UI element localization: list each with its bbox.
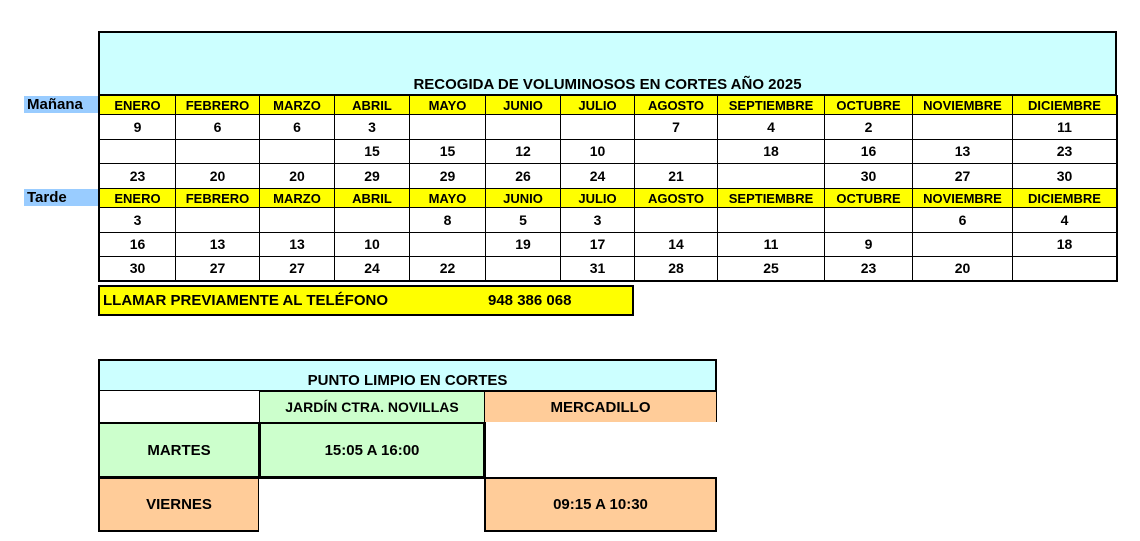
calendar-title: RECOGIDA DE VOLUMINOSOS EN CORTES AÑO 2025 bbox=[413, 76, 802, 93]
collection-day-cell: 23 bbox=[1012, 139, 1118, 165]
collection-day-cell: 18 bbox=[717, 139, 825, 165]
collection-day-cell bbox=[175, 207, 260, 233]
collection-day-cell bbox=[259, 139, 335, 165]
collection-day-cell: 13 bbox=[912, 139, 1013, 165]
collection-day-cell: 7 bbox=[634, 114, 718, 140]
collection-day-cell: 23 bbox=[824, 256, 913, 282]
collection-day-cell: 29 bbox=[334, 163, 410, 189]
collection-day-cell bbox=[259, 207, 335, 233]
collection-day-cell: 6 bbox=[175, 114, 260, 140]
collection-day-cell bbox=[634, 207, 718, 233]
location-header-jardin: JARDÍN CTRA. NOVILLAS bbox=[259, 391, 485, 423]
month-header: NOVIEMBRE bbox=[912, 188, 1013, 208]
collection-day-cell bbox=[409, 232, 486, 258]
collection-day-cell: 29 bbox=[409, 163, 486, 189]
collection-day-cell: 6 bbox=[259, 114, 335, 140]
month-header: ENERO bbox=[98, 188, 176, 208]
collection-day-cell: 24 bbox=[334, 256, 410, 282]
collection-day-cell: 20 bbox=[912, 256, 1013, 282]
collection-day-cell bbox=[485, 256, 561, 282]
collection-day-cell: 25 bbox=[717, 256, 825, 282]
collection-day-cell bbox=[560, 114, 635, 140]
collection-day-cell: 6 bbox=[912, 207, 1013, 233]
day-viernes: VIERNES bbox=[98, 477, 260, 532]
collection-day-cell: 30 bbox=[824, 163, 913, 189]
collection-day-cell: 10 bbox=[334, 232, 410, 258]
collection-day-cell: 3 bbox=[98, 207, 176, 233]
martes-jardin-hours: 15:05 A 16:00 bbox=[259, 422, 485, 478]
collection-day-cell: 26 bbox=[485, 163, 561, 189]
collection-day-cell: 17 bbox=[560, 232, 635, 258]
collection-day-cell: 18 bbox=[1012, 232, 1118, 258]
month-header: AGOSTO bbox=[634, 188, 718, 208]
month-header: MARZO bbox=[259, 95, 335, 115]
location-header-mercadillo: MERCADILLO bbox=[484, 391, 717, 423]
collection-day-cell bbox=[717, 163, 825, 189]
month-header: JULIO bbox=[560, 188, 635, 208]
month-header: SEPTIEMBRE bbox=[717, 188, 825, 208]
collection-day-cell bbox=[485, 114, 561, 140]
month-header: FEBRERO bbox=[175, 95, 260, 115]
collection-day-cell bbox=[717, 207, 825, 233]
collection-day-cell: 3 bbox=[560, 207, 635, 233]
collection-day-cell: 4 bbox=[717, 114, 825, 140]
calendar-title-box bbox=[98, 31, 1117, 95]
collection-day-cell: 27 bbox=[259, 256, 335, 282]
collection-day-cell: 3 bbox=[334, 114, 410, 140]
collection-day-cell: 9 bbox=[98, 114, 176, 140]
collection-day-cell: 19 bbox=[485, 232, 561, 258]
month-header: DICIEMBRE bbox=[1012, 188, 1118, 208]
collection-day-cell: 15 bbox=[334, 139, 410, 165]
punto-limpio-title: PUNTO LIMPIO EN CORTES bbox=[98, 359, 717, 392]
month-header: JULIO bbox=[560, 95, 635, 115]
collection-day-cell: 11 bbox=[717, 232, 825, 258]
collection-day-cell: 30 bbox=[98, 256, 176, 282]
collection-day-cell: 20 bbox=[259, 163, 335, 189]
collection-day-cell: 28 bbox=[634, 256, 718, 282]
month-header: ENERO bbox=[98, 95, 176, 115]
viernes-jardin-hours bbox=[259, 477, 485, 532]
collection-day-cell bbox=[634, 139, 718, 165]
collection-day-cell: 9 bbox=[824, 232, 913, 258]
collection-day-cell: 27 bbox=[175, 256, 260, 282]
month-header: ABRIL bbox=[334, 188, 410, 208]
month-header: DICIEMBRE bbox=[1012, 95, 1118, 115]
collection-day-cell: 30 bbox=[1012, 163, 1118, 189]
collection-day-cell: 10 bbox=[560, 139, 635, 165]
collection-day-cell bbox=[912, 114, 1013, 140]
collection-day-cell: 15 bbox=[409, 139, 486, 165]
collection-day-cell bbox=[175, 139, 260, 165]
viernes-mercadillo-hours: 09:15 A 10:30 bbox=[484, 477, 717, 532]
collection-day-cell: 20 bbox=[175, 163, 260, 189]
collection-day-cell: 8 bbox=[409, 207, 486, 233]
collection-day-cell: 2 bbox=[824, 114, 913, 140]
collection-day-cell: 24 bbox=[560, 163, 635, 189]
collection-day-cell bbox=[912, 232, 1013, 258]
collection-day-cell: 4 bbox=[1012, 207, 1118, 233]
month-header: AGOSTO bbox=[634, 95, 718, 115]
collection-day-cell: 12 bbox=[485, 139, 561, 165]
month-header: FEBRERO bbox=[175, 188, 260, 208]
collection-day-cell: 22 bbox=[409, 256, 486, 282]
collection-day-cell: 14 bbox=[634, 232, 718, 258]
month-header: OCTUBRE bbox=[824, 188, 913, 208]
collection-day-cell bbox=[409, 114, 486, 140]
section-label-tarde: Tarde bbox=[24, 189, 98, 206]
collection-day-cell: 13 bbox=[175, 232, 260, 258]
collection-day-cell: 23 bbox=[98, 163, 176, 189]
section-label-manana: Mañana bbox=[24, 96, 98, 113]
month-header: MARZO bbox=[259, 188, 335, 208]
collection-day-cell bbox=[1012, 256, 1118, 282]
collection-day-cell: 27 bbox=[912, 163, 1013, 189]
collection-day-cell bbox=[98, 139, 176, 165]
month-header: NOVIEMBRE bbox=[912, 95, 1013, 115]
month-header: OCTUBRE bbox=[824, 95, 913, 115]
collection-day-cell bbox=[334, 207, 410, 233]
collection-day-cell: 11 bbox=[1012, 114, 1118, 140]
collection-day-cell: 16 bbox=[824, 139, 913, 165]
collection-day-cell: 13 bbox=[259, 232, 335, 258]
phone-number[interactable]: 948 386 068 bbox=[488, 292, 572, 309]
collection-day-cell bbox=[824, 207, 913, 233]
phone-label: LLAMAR PREVIAMENTE AL TELÉFONO bbox=[103, 292, 388, 309]
month-header: MAYO bbox=[409, 188, 486, 208]
collection-day-cell: 21 bbox=[634, 163, 718, 189]
punto-limpio-corner bbox=[98, 391, 260, 423]
month-header: SEPTIEMBRE bbox=[717, 95, 825, 115]
month-header: ABRIL bbox=[334, 95, 410, 115]
month-header: MAYO bbox=[409, 95, 486, 115]
day-martes: MARTES bbox=[98, 422, 260, 478]
phone-notice bbox=[98, 285, 634, 316]
collection-day-cell: 16 bbox=[98, 232, 176, 258]
collection-day-cell: 31 bbox=[560, 256, 635, 282]
collection-day-cell: 5 bbox=[485, 207, 561, 233]
martes-mercadillo-hours bbox=[484, 422, 717, 478]
month-header: JUNIO bbox=[485, 95, 561, 115]
month-header: JUNIO bbox=[485, 188, 561, 208]
